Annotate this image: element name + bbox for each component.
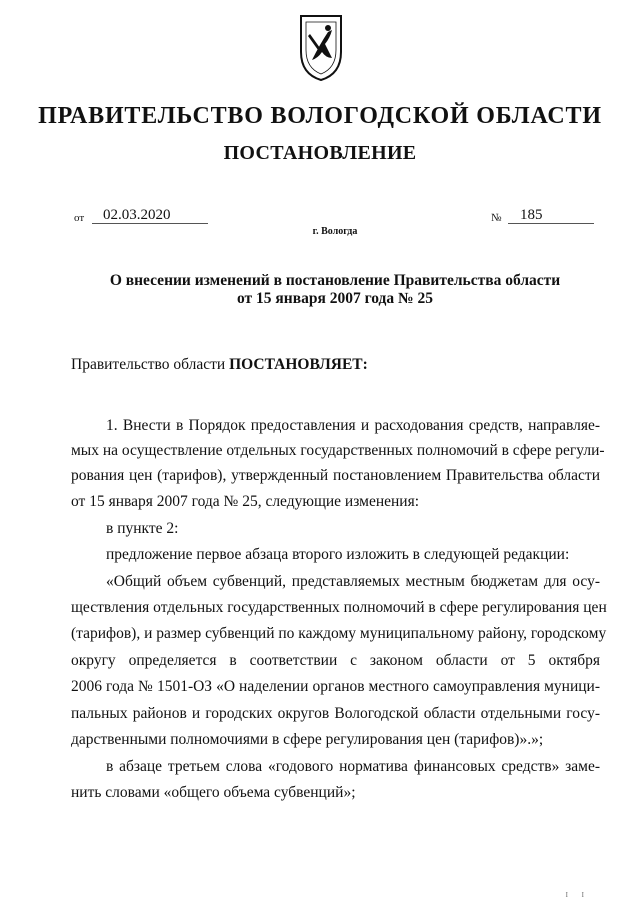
document-number: 185 (520, 207, 543, 223)
page-mark: I I (565, 891, 590, 899)
number-label: № (491, 212, 502, 224)
body-line: пальных районов и городских округов Вологодской области отдельными госу- (71, 705, 600, 722)
body-line: ществления отдельных государственных полномочий в сфере регулирования цен (71, 599, 607, 616)
organization-title: ПРАВИТЕЛЬСТВО ВОЛОГОДСКОЙ ОБЛАСТИ (38, 103, 602, 129)
body-line: 2006 года № 1501-ОЗ «О наделении органов местного самоуправления муници- (71, 678, 600, 695)
body-line: в пункте 2: (106, 520, 179, 537)
body-line: дарственными полномочиями в сфере регулирования цен (тарифов)».»; (71, 731, 544, 748)
document-type: ПОСТАНОВЛЕНИЕ (223, 142, 417, 164)
body-line: «Общий объем субвенций, представляемых местным бюджетам для осу- (106, 573, 600, 590)
subject-line: от 15 января 2007 года № 25 (237, 290, 433, 307)
body-line: мых на осуществление отдельных государственных полномочий в сфере регули- (71, 442, 605, 459)
body-line: 1. Внести в Порядок предоставления и расходования средств, направляе- (106, 417, 600, 434)
decree-lead: Правительство области (71, 356, 230, 373)
body-line: (тарифов), и размер субвенций по каждому муниципальному району, городскому (71, 625, 607, 642)
city-name: г. Вологда (312, 226, 358, 237)
body-line: в абзаце третьем слова «годового норматива финансовых средств» заме- (106, 758, 600, 775)
subject-line: О внесении изменений в постановление Правительства области (109, 272, 561, 289)
decree-statement (71, 356, 368, 374)
body-line: нить словами «общего объема субвенций»; (71, 784, 356, 801)
body-line: от 15 января 2007 года № 25, следующие изменения: (71, 493, 420, 510)
decree-keyword: ПОСТАНОВЛЯЕТ: (229, 356, 368, 373)
document-subject (0, 272, 640, 308)
body-line: рования цен (тарифов), утвержденный постановлением Правительства области (71, 467, 600, 484)
body-line: округу определяется в соответствии с законом области от 5 октября (71, 652, 600, 669)
date-label: от (74, 212, 85, 224)
document-date: 02.03.2020 (103, 207, 171, 223)
body-line: предложение первое абзаца второго изложить в следующей редакции: (106, 546, 570, 563)
coat-of-arms-emblem (298, 14, 344, 82)
